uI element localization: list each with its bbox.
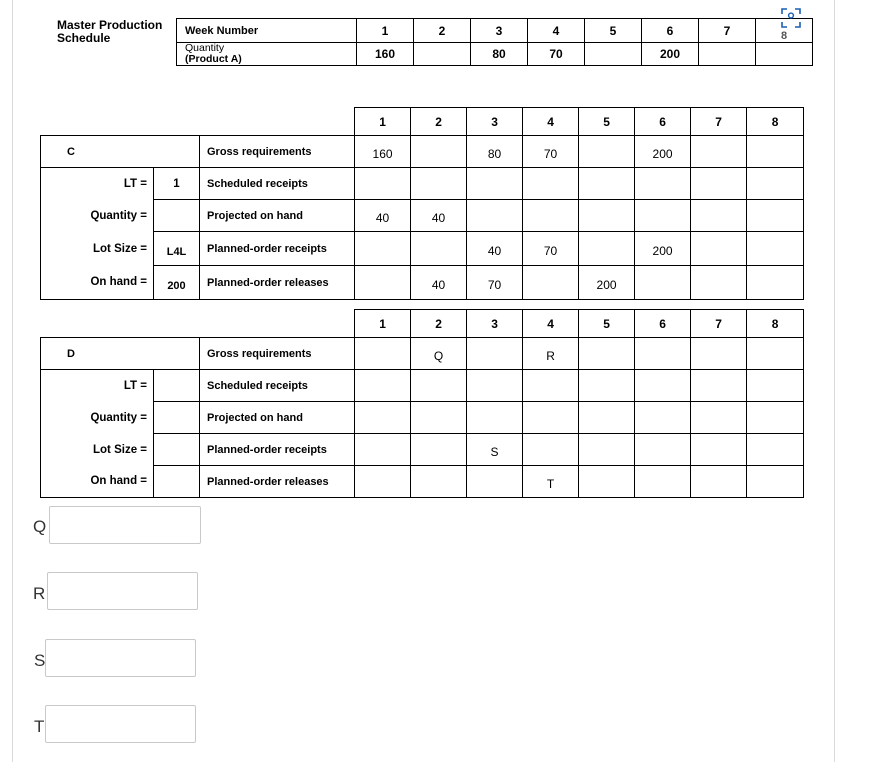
- d-cell: [635, 370, 691, 402]
- mps-qty-label: [177, 43, 357, 66]
- d-cell: [691, 466, 747, 498]
- d-week-cell: 8: [747, 310, 804, 338]
- item-d-table: [40, 309, 804, 498]
- mps-qty-cell: 80: [471, 43, 528, 66]
- d-week-cell: 6: [635, 310, 691, 338]
- c-cell: 200: [579, 266, 635, 300]
- d-cell: [355, 338, 411, 370]
- c-cell: [579, 232, 635, 266]
- c-cell: [467, 168, 523, 200]
- d-cell: [411, 434, 467, 466]
- c-cell: 200: [635, 232, 691, 266]
- d-quantity-value: [154, 402, 200, 434]
- c-on-hand-label: On hand =: [41, 266, 154, 300]
- c-cell: 200: [635, 136, 691, 168]
- c-cell: 40: [411, 266, 467, 300]
- item-c-table: [40, 107, 804, 300]
- d-week-cell: 7: [691, 310, 747, 338]
- d-on-hand-label: On hand =: [41, 466, 154, 498]
- c-cell: [635, 266, 691, 300]
- d-cell: [411, 402, 467, 434]
- c-cell: [747, 232, 804, 266]
- mps-week-cell: 2: [414, 19, 471, 43]
- d-cell: [579, 370, 635, 402]
- d-cell: [579, 434, 635, 466]
- d-cell: [411, 370, 467, 402]
- d-cell: [579, 402, 635, 434]
- c-cell: 40: [467, 232, 523, 266]
- d-row-label: Planned-order receipts: [200, 434, 355, 466]
- c-header-spacer: [41, 108, 355, 136]
- d-cell: [355, 466, 411, 498]
- d-lt-value: [154, 370, 200, 402]
- c-lot-size-label: Lot Size =: [41, 232, 154, 266]
- c-cell: [691, 200, 747, 232]
- d-week-cell: 4: [523, 310, 579, 338]
- c-cell: [691, 266, 747, 300]
- d-cell: [523, 402, 579, 434]
- c-row-label: Scheduled receipts: [200, 168, 355, 200]
- mps-title-line2: Schedule: [57, 31, 111, 45]
- c-cell: 70: [523, 136, 579, 168]
- c-cell: [523, 200, 579, 232]
- d-cell: [635, 338, 691, 370]
- d-cell: [467, 370, 523, 402]
- d-cell: [691, 402, 747, 434]
- c-cell: 160: [355, 136, 411, 168]
- mps-qty-cell: [585, 43, 642, 66]
- d-lt-label: LT =: [41, 370, 154, 402]
- c-cell: [355, 232, 411, 266]
- mps-qty-label-line1: Quantity: [185, 42, 225, 54]
- mps-week-label: Week Number: [177, 19, 357, 43]
- c-cell: [579, 200, 635, 232]
- d-cell: [747, 434, 804, 466]
- c-quantity-label: Quantity =: [41, 200, 154, 232]
- d-cell: [467, 402, 523, 434]
- d-cell: [411, 466, 467, 498]
- d-week-cell: 1: [355, 310, 411, 338]
- d-cell: [747, 370, 804, 402]
- mps-title: [57, 19, 162, 45]
- c-cell: [635, 168, 691, 200]
- c-row-label: Planned-order releases: [200, 266, 355, 300]
- d-cell: [691, 338, 747, 370]
- d-row-label: Gross requirements: [200, 338, 355, 370]
- c-cell: [747, 168, 804, 200]
- mps-title-line1: Master Production: [57, 18, 163, 32]
- d-week-cell: 3: [467, 310, 523, 338]
- answer-input-r[interactable]: [47, 572, 198, 610]
- d-cell: T: [523, 466, 579, 498]
- d-cell: R: [523, 338, 579, 370]
- d-quantity-label: Quantity =: [41, 402, 154, 434]
- d-cell: [635, 434, 691, 466]
- d-cell: [691, 370, 747, 402]
- mps-table: [176, 18, 813, 66]
- c-cell: [523, 168, 579, 200]
- answer-label-r: R: [33, 584, 46, 603]
- d-row-label: Projected on hand: [200, 402, 355, 434]
- c-on-hand-value: 200: [154, 266, 200, 300]
- mps-week-cell: 4: [528, 19, 585, 43]
- answer-label-q: Q: [33, 517, 47, 536]
- c-cell: [691, 232, 747, 266]
- c-cell: [411, 232, 467, 266]
- d-cell: [747, 466, 804, 498]
- d-cell: S: [467, 434, 523, 466]
- d-week-cell: 5: [579, 310, 635, 338]
- answer-input-q[interactable]: [49, 506, 201, 544]
- mps-qty-cell: 200: [642, 43, 699, 66]
- mps-qty-cell: [414, 43, 471, 66]
- d-on-hand-value: [154, 466, 200, 498]
- d-item-label: D: [41, 338, 200, 370]
- c-cell: [411, 168, 467, 200]
- answer-label-s: S: [34, 651, 46, 670]
- c-cell: 80: [467, 136, 523, 168]
- c-week-cell: 6: [635, 108, 691, 136]
- d-lot-size-label: Lot Size =: [41, 434, 154, 466]
- mps-week-cell: 7: [699, 19, 756, 43]
- d-cell: [579, 338, 635, 370]
- c-cell: 40: [411, 200, 467, 232]
- c-cell: 40: [355, 200, 411, 232]
- d-cell: [355, 370, 411, 402]
- c-cell: [355, 266, 411, 300]
- c-cell: [747, 136, 804, 168]
- mps-qty-cell: 160: [357, 43, 414, 66]
- c-cell: [691, 136, 747, 168]
- d-cell: [747, 338, 804, 370]
- d-cell: Q: [411, 338, 467, 370]
- d-cell: [355, 434, 411, 466]
- d-header-spacer: [41, 310, 355, 338]
- c-lot-size-value: L4L: [154, 232, 200, 266]
- c-row-label: Planned-order receipts: [200, 232, 355, 266]
- mps-week-cell: 5: [585, 19, 642, 43]
- left-frame-line: [12, 0, 13, 762]
- d-lot-size-value: [154, 434, 200, 466]
- c-cell: 70: [523, 232, 579, 266]
- answer-label-t: T: [34, 717, 45, 736]
- d-row-label: Planned-order releases: [200, 466, 355, 498]
- d-cell: [635, 466, 691, 498]
- c-cell: [523, 266, 579, 300]
- c-item-label: C: [41, 136, 200, 168]
- d-cell: [747, 402, 804, 434]
- d-cell: [467, 338, 523, 370]
- d-cell: [467, 466, 523, 498]
- c-quantity-value: [154, 200, 200, 232]
- c-cell: [411, 136, 467, 168]
- c-cell: [467, 200, 523, 232]
- d-cell: [523, 370, 579, 402]
- d-row-label: Scheduled receipts: [200, 370, 355, 402]
- c-cell: [579, 168, 635, 200]
- mps-week-cell: 8: [756, 19, 813, 43]
- focus-frame-icon[interactable]: [779, 6, 803, 30]
- c-row-label: Projected on hand: [200, 200, 355, 232]
- c-cell: [355, 168, 411, 200]
- d-cell: [523, 434, 579, 466]
- d-cell: [635, 402, 691, 434]
- c-cell: [691, 168, 747, 200]
- mps-qty-cell: [699, 43, 756, 66]
- mps-week-cell: 6: [642, 19, 699, 43]
- mps-week-cell: 1: [357, 19, 414, 43]
- c-week-cell: 4: [523, 108, 579, 136]
- c-lt-label: LT =: [41, 168, 154, 200]
- c-lt-value: 1: [154, 168, 200, 200]
- c-cell: [579, 136, 635, 168]
- mps-qty-cell: 70: [528, 43, 585, 66]
- c-row-label: Gross requirements: [200, 136, 355, 168]
- c-week-cell: 8: [747, 108, 804, 136]
- mps-week-cell: 3: [471, 19, 528, 43]
- d-week-cell: 2: [411, 310, 467, 338]
- answer-input-s[interactable]: [45, 639, 196, 677]
- c-week-cell: 5: [579, 108, 635, 136]
- c-week-cell: 1: [355, 108, 411, 136]
- c-cell: [747, 200, 804, 232]
- c-cell: 70: [467, 266, 523, 300]
- c-cell: [635, 200, 691, 232]
- c-week-cell: 7: [691, 108, 747, 136]
- c-cell: [747, 266, 804, 300]
- d-cell: [691, 434, 747, 466]
- mps-qty-cell: [756, 43, 813, 66]
- c-week-cell: 3: [467, 108, 523, 136]
- d-cell: [355, 402, 411, 434]
- c-week-cell: 2: [411, 108, 467, 136]
- d-cell: [579, 466, 635, 498]
- mps-qty-label-line2: (Product A): [185, 53, 242, 65]
- right-frame-line: [834, 0, 835, 762]
- answer-input-t[interactable]: [45, 705, 196, 743]
